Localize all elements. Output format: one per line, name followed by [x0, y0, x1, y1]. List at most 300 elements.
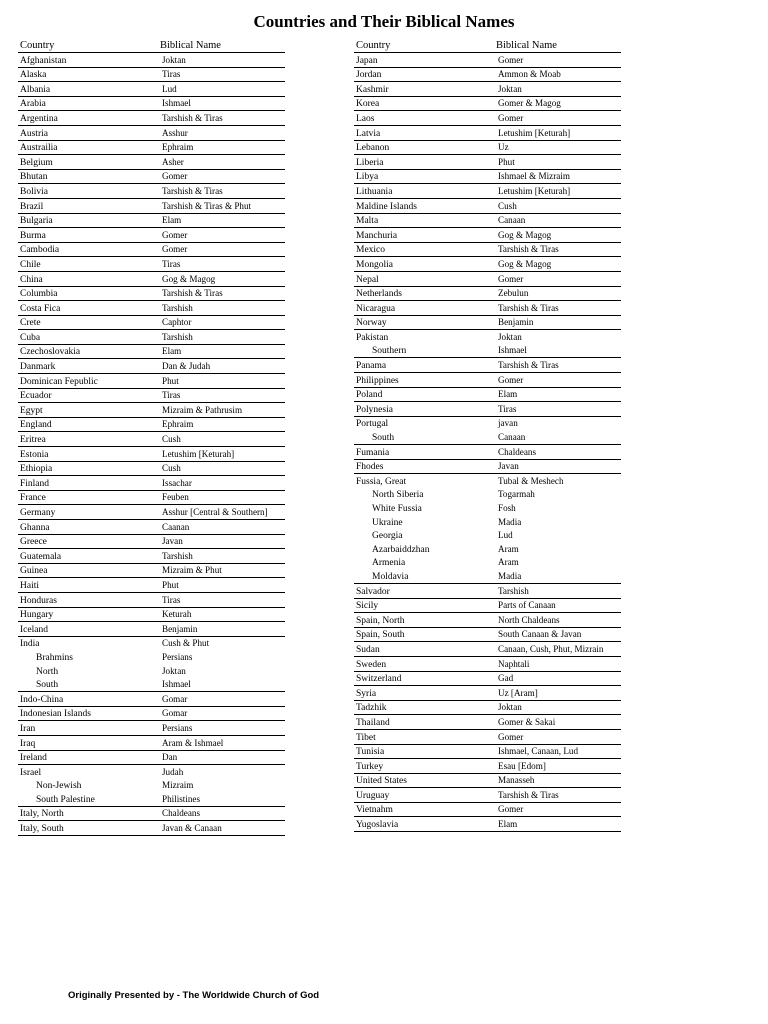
country-cell: Georgia: [372, 531, 403, 542]
biblical-name-text: Mizraim & Pathrusim: [162, 405, 243, 416]
table-row: [354, 445, 621, 460]
country-cell: Southern: [354, 344, 494, 358]
biblical-name-text: Tarshish & Tiras & Phut: [162, 201, 252, 212]
country-cell: Belgium: [18, 155, 158, 170]
country-cell: Laos: [354, 111, 494, 126]
biblical-name-cell: [494, 257, 621, 272]
table-header-row: [18, 38, 285, 53]
table-row: [18, 779, 285, 793]
country-cell: South: [354, 430, 494, 444]
table-row: [18, 592, 285, 607]
biblical-name-cell: [158, 520, 285, 535]
country-cell: Eritrea: [18, 432, 158, 447]
biblical-name-cell: [494, 228, 621, 243]
country-cell: Malta: [354, 213, 494, 228]
biblical-name-cell: [494, 817, 621, 832]
table-row: [354, 671, 621, 686]
country-cell: Salvador: [354, 583, 494, 598]
header-country: Country: [354, 38, 494, 53]
table-row: [354, 656, 621, 671]
table-row: [18, 403, 285, 418]
table-row: [18, 461, 285, 476]
biblical-name-text: Phut: [162, 376, 179, 387]
biblical-name-cell: [158, 549, 285, 564]
biblical-name-cell: [158, 505, 285, 520]
biblical-name-cell: [158, 67, 285, 82]
table-row: [18, 806, 285, 821]
country-cell: Moldavia: [354, 569, 494, 583]
biblical-name-cell: [158, 125, 285, 140]
biblical-name-text: Manasseh: [498, 776, 535, 787]
country-cell: Nepal: [354, 271, 494, 286]
biblical-name-text: Elam: [498, 820, 518, 831]
header-biblical-name: Biblical Name: [158, 38, 285, 53]
biblical-name-cell: [158, 82, 285, 97]
table-row: [354, 501, 621, 515]
biblical-name-text: Madia: [498, 571, 522, 582]
biblical-name-text: Gomer: [162, 172, 188, 183]
table-row: [18, 432, 285, 447]
table-row: [18, 169, 285, 184]
country-cell: Maldine Islands: [354, 198, 494, 213]
country-cell: Sweden: [354, 656, 494, 671]
table-row: [18, 125, 285, 140]
table-row: [18, 520, 285, 535]
table-row: [18, 388, 285, 403]
biblical-name-text: Uz: [498, 143, 509, 154]
country-cell: Indo-China: [18, 692, 158, 707]
biblical-name-text: Aram: [498, 544, 519, 555]
country-cell: Fhodes: [354, 459, 494, 474]
table-row: [18, 721, 285, 736]
table-row: [18, 735, 285, 750]
biblical-name-cell: [158, 678, 285, 692]
table-row: [354, 271, 621, 286]
country-cell: Yugoslavia: [354, 817, 494, 832]
table-row: [18, 301, 285, 316]
biblical-name-text: Ephraim: [162, 420, 194, 431]
biblical-name-cell: [494, 686, 621, 701]
biblical-name-cell: [158, 447, 285, 462]
biblical-name-cell: [494, 125, 621, 140]
biblical-name-text: Lud: [162, 84, 177, 95]
biblical-name-text: Gomar: [162, 709, 188, 720]
biblical-name-cell: [494, 773, 621, 788]
country-cell: Guatemala: [18, 549, 158, 564]
table-row: [354, 358, 621, 373]
country-cell: Latvia: [354, 125, 494, 140]
biblical-name-text: Gomer: [498, 375, 524, 386]
country-cell: Bolivia: [18, 184, 158, 199]
biblical-name-text: Gog & Magog: [498, 259, 552, 270]
biblical-name-cell: [494, 301, 621, 316]
biblical-name-cell: [158, 315, 285, 330]
biblical-name-cell: [494, 583, 621, 598]
country-cell: Italy, North: [18, 806, 158, 821]
biblical-name-cell: [158, 806, 285, 821]
country-cell: England: [18, 417, 158, 432]
country-cell: Estonia: [18, 447, 158, 462]
biblical-name-cell: [158, 534, 285, 549]
biblical-name-cell: [158, 461, 285, 476]
biblical-name-cell: [494, 358, 621, 373]
country-cell: Japan: [354, 53, 494, 68]
country-cell: South Palestine: [18, 792, 158, 806]
biblical-name-cell: [494, 700, 621, 715]
biblical-name-text: Letushim [Keturah]: [498, 186, 571, 197]
biblical-name-cell: [158, 563, 285, 578]
biblical-name-text: Mizraim: [162, 781, 194, 792]
biblical-name-text: Elam: [162, 347, 182, 358]
biblical-name-text: Persians: [162, 652, 193, 663]
country-cell: Haiti: [18, 578, 158, 593]
biblical-name-cell: [158, 140, 285, 155]
table-row: [18, 664, 285, 678]
table-row: [354, 613, 621, 628]
table-row: [18, 155, 285, 170]
country-cell: Czechoslovakia: [18, 344, 158, 359]
biblical-name-cell: [494, 542, 621, 556]
biblical-name-cell: [494, 556, 621, 570]
country-cell: Liberia: [354, 155, 494, 170]
biblical-name-cell: [158, 592, 285, 607]
biblical-name-cell: [494, 802, 621, 817]
country-cell: Cuba: [18, 330, 158, 345]
country-cell: Fussia, Great: [356, 476, 407, 487]
biblical-name-cell: [494, 416, 621, 430]
table-row: [18, 505, 285, 520]
table-row: [354, 155, 621, 170]
biblical-name-text: Tarshish: [162, 551, 193, 562]
country-cell: Cambodia: [18, 242, 158, 257]
table-row: [354, 529, 621, 543]
table-row: [354, 598, 621, 613]
country-cell: Brahmins: [36, 652, 73, 663]
table-row: [354, 744, 621, 759]
biblical-name-cell: [158, 792, 285, 806]
country-cell: Chile: [18, 257, 158, 272]
table-header-row: [354, 38, 621, 53]
biblical-name-text: Gomer: [162, 245, 188, 256]
biblical-name-text: Gomer & Magog: [498, 99, 561, 110]
biblical-name-cell: [494, 459, 621, 474]
country-cell: Columbia: [18, 286, 158, 301]
table-row: [18, 242, 285, 257]
country-cell: Poland: [354, 387, 494, 402]
table-row: [354, 387, 621, 402]
biblical-name-text: Keturah: [162, 610, 192, 621]
table-row: [18, 213, 285, 228]
table-row: [18, 96, 285, 111]
biblical-name-text: Caphtor: [162, 318, 192, 329]
biblical-name-text: Tarshish & Tiras: [162, 186, 223, 197]
biblical-name-cell: [158, 344, 285, 359]
biblical-name-cell: [494, 315, 621, 330]
biblical-name-cell: [494, 788, 621, 803]
biblical-name-text: Aram & Ishmael: [162, 738, 224, 749]
country-cell: Norway: [354, 315, 494, 330]
table-row: [18, 476, 285, 491]
biblical-name-text: Letushim [Keturah]: [162, 449, 235, 460]
country-cell: Austria: [18, 125, 158, 140]
country-cell: Crete: [18, 315, 158, 330]
country-cell: Argentina: [18, 111, 158, 126]
biblical-name-cell: [494, 330, 621, 344]
biblical-name-cell: [494, 627, 621, 642]
country-cell: Pakistan: [356, 332, 389, 343]
country-cell: Korea: [354, 96, 494, 111]
table-row: [354, 111, 621, 126]
biblical-name-text: Feuben: [162, 493, 189, 504]
biblical-name-cell: [494, 430, 621, 444]
country-cell: Tibet: [354, 729, 494, 744]
table-row: [354, 642, 621, 657]
country-cell: Syria: [354, 686, 494, 701]
country-cell: Mexico: [354, 242, 494, 257]
country-cell: Alaska: [18, 67, 158, 82]
biblical-name-text: Tarshish & Tiras: [162, 289, 223, 300]
country-cell: Tadzhik: [354, 700, 494, 715]
table-row: [18, 315, 285, 330]
biblical-name-text: Dan & Judah: [162, 362, 211, 373]
table-row: [354, 67, 621, 82]
country-cell: Ireland: [18, 750, 158, 765]
table-row: [18, 111, 285, 126]
country-cell: South: [18, 678, 158, 692]
table-row: [354, 402, 621, 417]
country-cell: Jordan: [354, 67, 494, 82]
country-cell: North Siberia: [372, 490, 424, 501]
biblical-name-text: Ishmael & Mizraim: [498, 172, 570, 183]
table-row: [18, 257, 285, 272]
country-cell: Finland: [18, 476, 158, 491]
country-cell: Netherlands: [354, 286, 494, 301]
biblical-name-cell: [158, 198, 285, 213]
table-right: [354, 38, 621, 832]
biblical-name-text: Ishmael: [162, 680, 191, 691]
country-cell: Greece: [18, 534, 158, 549]
country-cell: Egypt: [18, 403, 158, 418]
table-row: [354, 627, 621, 642]
biblical-name-cell: [158, 228, 285, 243]
table-row: [354, 169, 621, 184]
table-row: [354, 488, 621, 502]
table-row: [18, 622, 285, 637]
table-row: [18, 792, 285, 806]
country-cell: Kashmir: [354, 82, 494, 97]
table-row: [18, 374, 285, 389]
biblical-name-cell: [158, 636, 285, 650]
biblical-name-cell: [158, 111, 285, 126]
table-row: [18, 67, 285, 82]
biblical-name-text: Gog & Magog: [498, 230, 552, 241]
biblical-name-cell: [494, 529, 621, 543]
biblical-name-text: Benjamin: [162, 624, 198, 635]
biblical-name-text: Cush: [162, 435, 181, 446]
biblical-name-text: Tarshish: [162, 332, 193, 343]
biblical-name-text: Benjamin: [498, 318, 534, 329]
table-row: [354, 729, 621, 744]
country-cell: Honduras: [18, 592, 158, 607]
biblical-name-text: Javan: [498, 462, 519, 473]
table-row: [18, 271, 285, 286]
table-row: [18, 765, 285, 779]
table-row: [354, 788, 621, 803]
biblical-name-cell: [494, 96, 621, 111]
biblical-name-text: Caanan: [162, 522, 190, 533]
biblical-name-cell: [494, 671, 621, 686]
table-row: [354, 773, 621, 788]
table-row: [18, 417, 285, 432]
biblical-name-cell: [158, 388, 285, 403]
biblical-name-text: Ammon & Moab: [498, 70, 561, 81]
country-cell: Tunisia: [354, 744, 494, 759]
biblical-name-text: Canaan: [498, 216, 526, 227]
biblical-name-text: Togarmah: [498, 490, 535, 501]
country-cell: Guinea: [18, 563, 158, 578]
biblical-name-text: Joktan: [162, 666, 186, 677]
table-row: [18, 821, 285, 836]
country-cell: Switzerland: [354, 671, 494, 686]
table-row: [354, 556, 621, 570]
biblical-name-text: Gomer & Sakai: [498, 717, 556, 728]
biblical-name-text: Ishmael: [498, 346, 527, 357]
biblical-name-cell: [158, 721, 285, 736]
biblical-name-cell: [158, 169, 285, 184]
biblical-name-cell: [494, 715, 621, 730]
table-row: [354, 474, 621, 488]
table-row: [18, 140, 285, 155]
biblical-name-cell: [158, 257, 285, 272]
biblical-name-cell: [158, 750, 285, 765]
country-cell: Thailand: [354, 715, 494, 730]
table-row: [354, 802, 621, 817]
country-cell: Iraq: [18, 735, 158, 750]
table-row: [18, 228, 285, 243]
table-row: [18, 53, 285, 68]
biblical-name-text: Tiras: [162, 70, 181, 81]
biblical-name-text: Tubal & Meshech: [498, 476, 564, 487]
biblical-name-text: Phut: [498, 157, 515, 168]
table-row: [354, 459, 621, 474]
biblical-name-cell: [158, 765, 285, 779]
biblical-name-text: Joktan: [498, 703, 522, 714]
country-cell: Panama: [354, 358, 494, 373]
country-cell: Portugal: [356, 419, 389, 430]
country-cell: Lithuania: [354, 184, 494, 199]
table-left: [18, 38, 285, 836]
biblical-name-text: Elam: [498, 390, 518, 401]
biblical-name-text: Gomer: [498, 113, 524, 124]
table-row: [18, 650, 285, 664]
biblical-name-cell: [494, 488, 621, 502]
country-cell: Non-Jewish: [36, 781, 82, 792]
biblical-name-cell: [158, 242, 285, 257]
biblical-name-cell: [494, 759, 621, 774]
biblical-name-text: Tarshish & Tiras: [498, 361, 559, 372]
header-biblical-name: Biblical Name: [494, 38, 621, 53]
biblical-name-cell: [158, 96, 285, 111]
biblical-name-cell: [494, 82, 621, 97]
biblical-name-cell: [158, 622, 285, 637]
table-row: [18, 607, 285, 622]
biblical-name-text: Elam: [162, 216, 182, 227]
biblical-name-cell: [494, 744, 621, 759]
biblical-name-cell: [158, 490, 285, 505]
country-cell: Brazil: [18, 198, 158, 213]
biblical-name-text: Cush: [162, 464, 181, 475]
country-cell: Spain, South: [354, 627, 494, 642]
biblical-name-cell: [494, 642, 621, 657]
country-cell: Danmark: [18, 359, 158, 374]
biblical-name-cell: [494, 445, 621, 460]
table-row: [354, 515, 621, 529]
biblical-name-cell: [158, 374, 285, 389]
biblical-name-cell: [158, 184, 285, 199]
biblical-name-cell: [494, 286, 621, 301]
biblical-name-cell: [158, 155, 285, 170]
country-cell: Turkey: [354, 759, 494, 774]
biblical-name-text: Joktan: [498, 332, 522, 343]
country-cell: White Fussia: [372, 504, 422, 514]
country-cell: Afghanistan: [18, 53, 158, 68]
table-row: [354, 759, 621, 774]
country-cell: North: [36, 666, 59, 677]
biblical-name-cell: [158, 271, 285, 286]
country-cell: Ethiopia: [18, 461, 158, 476]
country-cell: Germany: [18, 505, 158, 520]
table-row: [354, 242, 621, 257]
biblical-name-text: Canaan, Cush, Phut, Mizrain: [498, 644, 604, 655]
biblical-name-text: javan: [498, 419, 518, 430]
table-row: [354, 569, 621, 583]
biblical-name-text: Gomer: [498, 274, 524, 285]
table-row: [354, 583, 621, 598]
table-row: [354, 228, 621, 243]
biblical-name-cell: [158, 692, 285, 707]
biblical-name-text: Philistines: [162, 794, 201, 805]
country-cell: Israel: [20, 767, 42, 778]
table-row: [18, 706, 285, 721]
biblical-name-cell: [494, 598, 621, 613]
biblical-name-text: Gomer: [162, 230, 188, 241]
biblical-name-text: Gomer: [498, 55, 524, 66]
biblical-name-text: Cush: [498, 201, 517, 212]
biblical-name-cell: [158, 476, 285, 491]
biblical-name-cell: [158, 417, 285, 432]
table-row: [354, 301, 621, 316]
country-cell: Arabia: [18, 96, 158, 111]
country-cell: Austrailia: [18, 140, 158, 155]
biblical-name-text: Chaldeans: [498, 447, 536, 458]
country-cell: Manchuria: [354, 228, 494, 243]
biblical-name-text: Gomar: [162, 694, 188, 705]
biblical-name-cell: [494, 344, 621, 358]
table-row: [354, 140, 621, 155]
biblical-name-text: Gog & Magog: [162, 274, 216, 285]
country-cell: Ecuador: [18, 388, 158, 403]
biblical-name-text: Tiras: [162, 259, 181, 270]
biblical-name-cell: [158, 706, 285, 721]
table-row: [354, 330, 621, 344]
table-row: [18, 330, 285, 345]
country-cell: Fumania: [354, 445, 494, 460]
table-row: [354, 286, 621, 301]
biblical-name-text: Gomer: [498, 732, 524, 743]
biblical-name-cell: [158, 735, 285, 750]
table-row: [18, 490, 285, 505]
biblical-name-text: Fosh: [498, 504, 516, 514]
